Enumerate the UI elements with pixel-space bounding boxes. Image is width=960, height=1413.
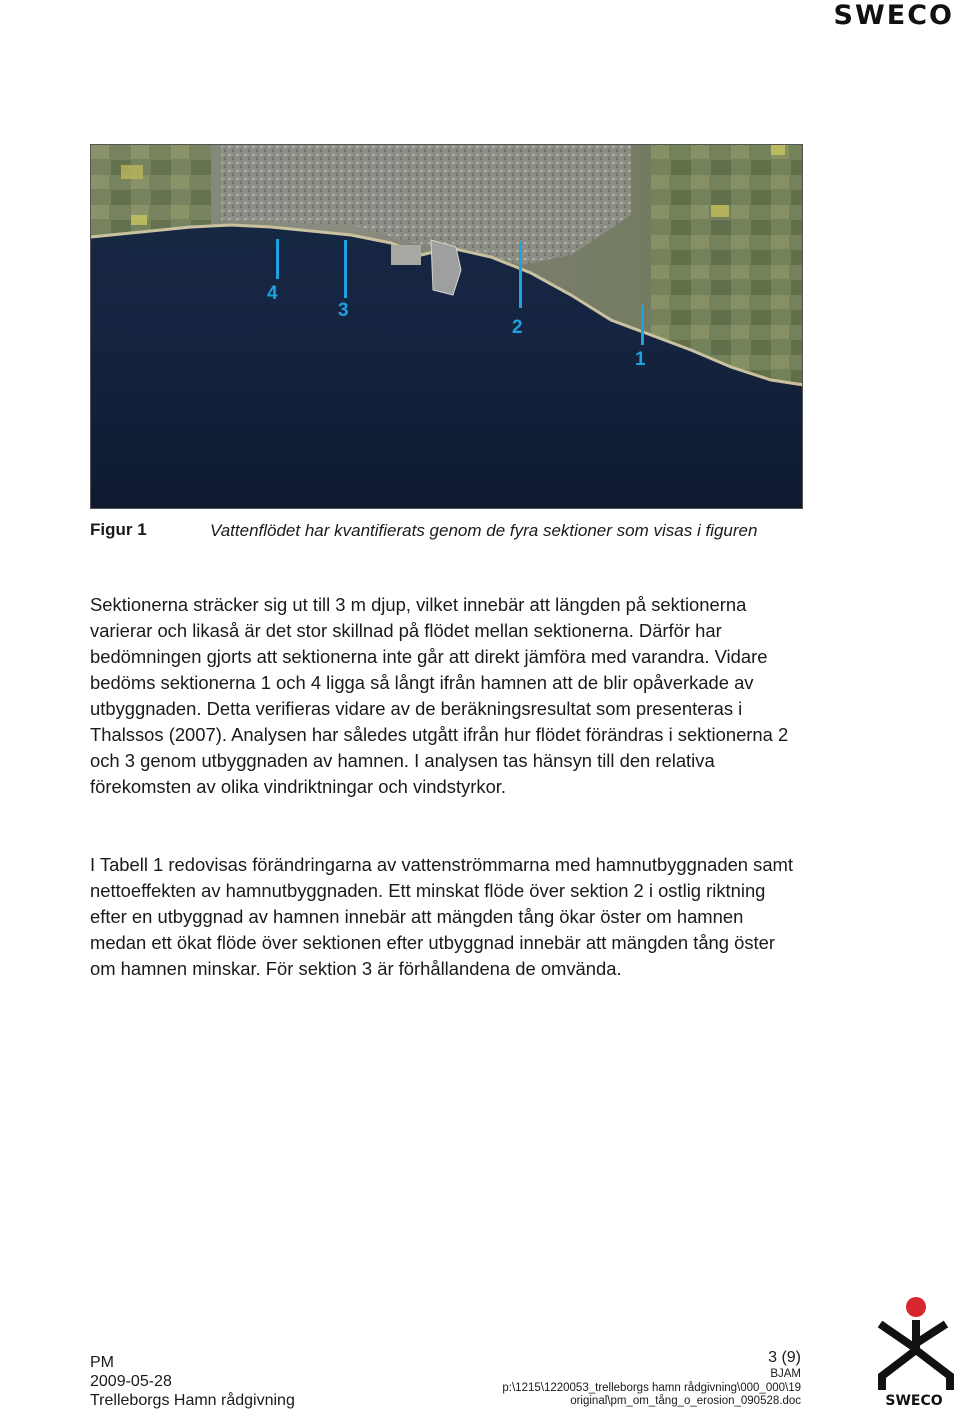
sweco-footer-logo-text: SWECO: [885, 1393, 943, 1408]
figure-caption-text: Vattenflödet har kvantifierats genom de fyra sektioner som visas i figuren: [210, 521, 758, 540]
body-paragraph-2: I Tabell 1 redovisas förändringarna av vattenströmmarna med hamnutbyggnaden samt nettoeffekten av hamnutbyggnaden. Ett minskat flöde över sektion 2 i ostlig riktning efter en utbyggnad av hamnen innebär att mängden tång ökar öster om hamnen medan ett ökat flöde över sektionen efter utbyggnad innebär att mängden tång öster om hamnen minskar. För sektion 3 är förhållandena de omvända.: [90, 854, 793, 979]
footer-path-1: p:\1215\1220053_trelleborgs hamn rådgivning\000_000\19: [502, 1381, 801, 1394]
sweco-symbol-icon: [874, 1296, 954, 1408]
page-number: 3 (9): [768, 1349, 801, 1366]
figure-caption-label: Figur 1: [90, 520, 147, 539]
section-3-marker: [344, 240, 347, 298]
section-1-label: 1: [635, 349, 646, 370]
section-2-label: 2: [512, 317, 523, 338]
section-1-marker: [641, 305, 644, 345]
aerial-photo: [90, 144, 803, 509]
footer-right: [502, 1348, 801, 1409]
footer-doc-type: PM: [90, 1354, 114, 1371]
section-4-label: 4: [267, 283, 278, 304]
footer-date: 2009-05-28: [90, 1373, 172, 1390]
footer-project: Trelleborgs Hamn rådgivning: [90, 1392, 295, 1409]
sweco-logo-header: SWECO: [833, 0, 954, 31]
aerial-photo-graphic: [91, 145, 803, 509]
section-4-marker: [276, 239, 279, 279]
section-3-label: 3: [338, 300, 349, 321]
sweco-logo-footer: [874, 1296, 954, 1408]
section-2-marker: [519, 242, 522, 308]
footer-left: [90, 1353, 295, 1410]
footer-author: BJAM: [770, 1368, 801, 1380]
footer-path-2: original\pm_om_tång_o_erosion_090528.doc: [570, 1395, 801, 1407]
body-paragraph-1: Sektionerna sträcker sig ut till 3 m djup, vilket innebär att längden på sektionerna varierar och likaså är det stor skillnad på flödet mellan sektionerna. Därför har bedömningen gjorts att sektionerna inte går att direkt jämföra med varandra. Vidare bedöms sektionerna 1 och 4 ligga så långt ifrån hamnen att de blir opåverkade av utbyggnaden. Detta verifieras vidare av de beräkningsresultat som presenteras i Thalssos (2007). Analysen har således utgått ifrån hur flödet förändras i sektionerna 2 och 3 genom utbyggnaden av hamnen. I analysen tas hänsyn till den relativa förekomsten av olika vindriktningar och vindstyrkor.: [90, 594, 789, 797]
